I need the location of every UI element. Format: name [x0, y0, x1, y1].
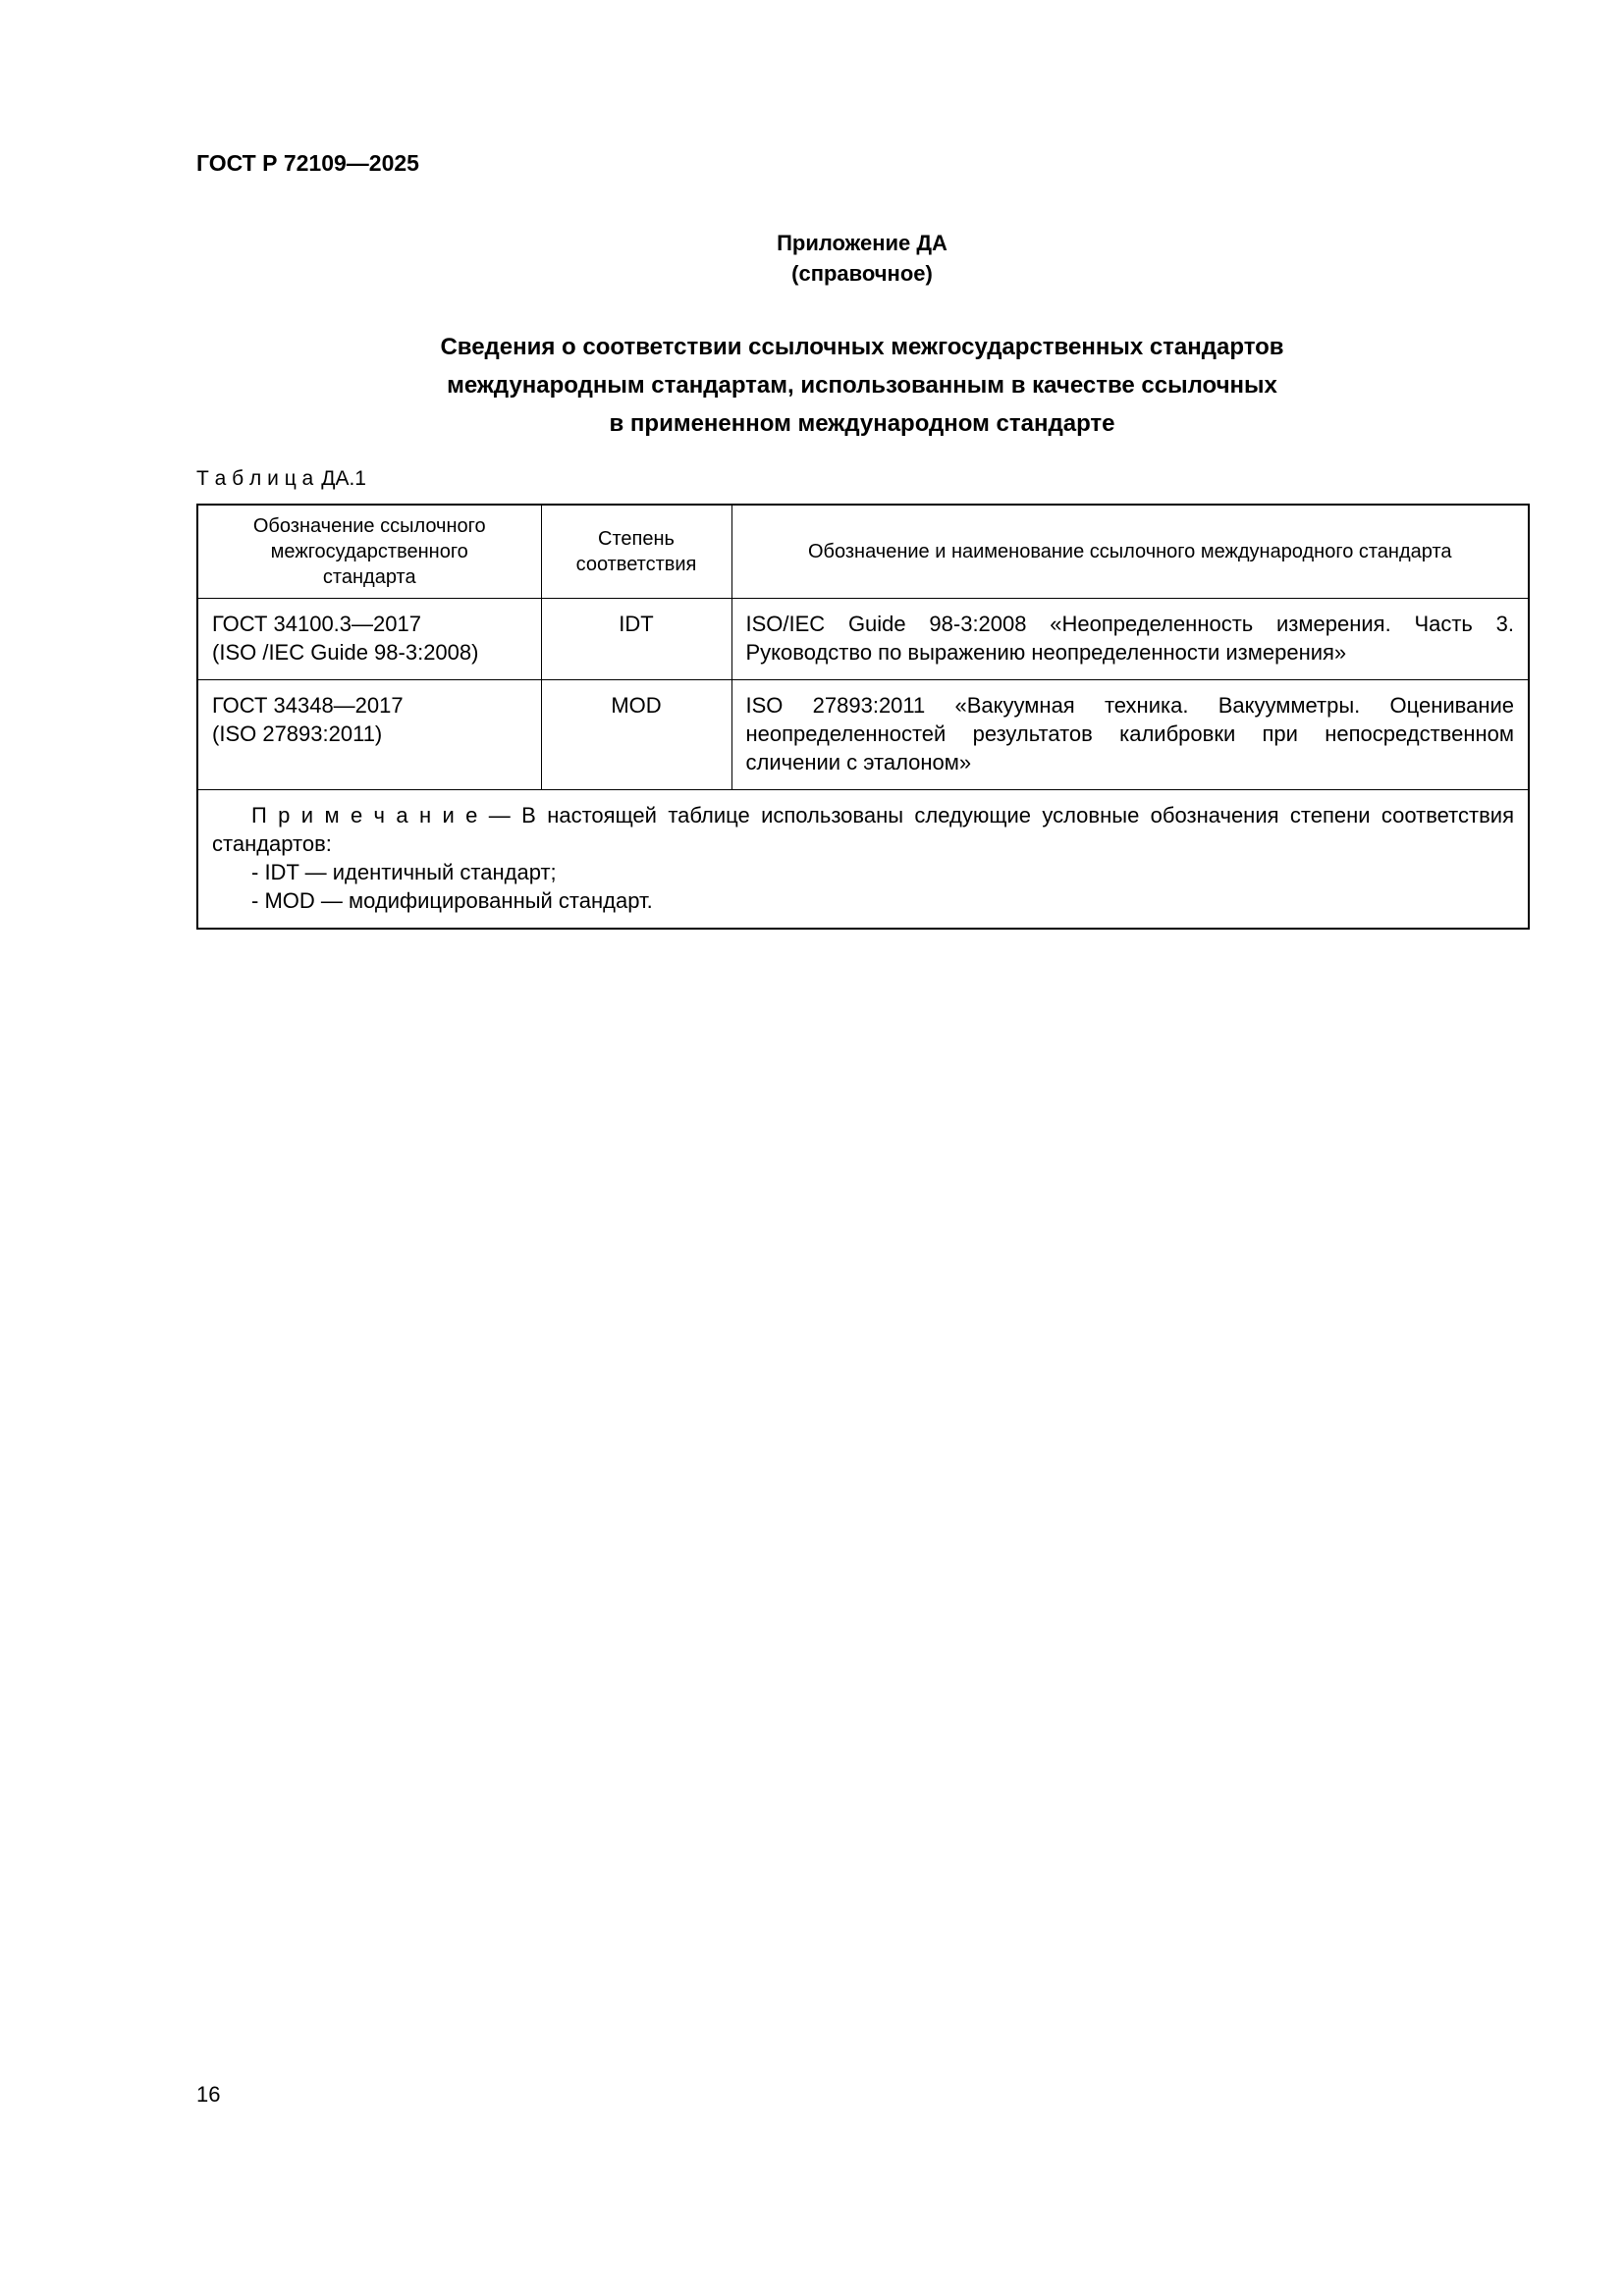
header-line: стандарта [322, 565, 416, 588]
table-header-interstate-standard [197, 505, 541, 598]
degree-cell: MOD [541, 679, 731, 789]
appendix-title: Приложение ДА [777, 231, 947, 255]
section-heading [196, 328, 1528, 443]
document-header: ГОСТ Р 72109—2025 [196, 150, 419, 176]
table-row [197, 598, 1529, 679]
standard-designation-line: (ISO 27893:2011) [212, 721, 383, 746]
note-label: П р и м е ч а н и е [251, 802, 478, 828]
table-caption-label: Т а б л и ц а [196, 467, 314, 490]
page-number: 16 [196, 2082, 221, 2107]
table-header-row [197, 505, 1529, 598]
table-note-cell [197, 789, 1529, 929]
standard-designation-line: ГОСТ 34348—2017 [212, 692, 404, 718]
section-heading-line: в примененном международном стандарте [609, 410, 1115, 437]
international-standard-cell: ISO/IEC Guide 98-3:2008 «Неопределенность измерения. Часть 3. Руководство по выражению неопределенности измерения» [731, 598, 1529, 679]
correspondence-table [196, 504, 1530, 930]
note-paragraph [212, 801, 1514, 858]
header-line: межгосударственного [270, 540, 468, 562]
section-heading-line: Сведения о соответствии ссылочных межгосударственных стандартов [440, 334, 1284, 360]
header-line: Степень [598, 527, 675, 550]
table-caption [196, 466, 1528, 492]
appendix-subtitle: (справочное) [791, 261, 933, 286]
note-list-item: - IDT — идентичный стандарт; [251, 859, 557, 884]
international-standard-cell: ISO 27893:2011 «Вакуумная техника. Вакуумметры. Оценивание неопределенностей результатов калибровки при непосредственном сличении с эталоном» [731, 679, 1529, 789]
interstate-standard-cell [197, 598, 541, 679]
table-header-degree [541, 505, 731, 598]
table-header-international-standard: Обозначение и наименование ссылочного международного стандарта [731, 505, 1529, 598]
table-row [197, 679, 1529, 789]
interstate-standard-cell [197, 679, 541, 789]
note-text: — В настоящей таблице использованы следующие условные обозначения степени соответствия стандартов: [212, 802, 1514, 856]
table-note-row [197, 789, 1529, 929]
standard-designation-line: (ISO /IEC Guide 98-3:2008) [212, 639, 479, 665]
table-caption-number: ДА.1 [321, 467, 366, 490]
section-heading-line: международным стандартам, использованным в качестве ссылочных [447, 372, 1277, 399]
header-line: Обозначение ссылочного [252, 514, 486, 537]
standard-designation-line: ГОСТ 34100.3—2017 [212, 611, 421, 636]
note-list-item: - MOD — модифицированный стандарт. [251, 887, 653, 913]
degree-cell: IDT [541, 598, 731, 679]
header-line: соответствия [575, 553, 697, 575]
